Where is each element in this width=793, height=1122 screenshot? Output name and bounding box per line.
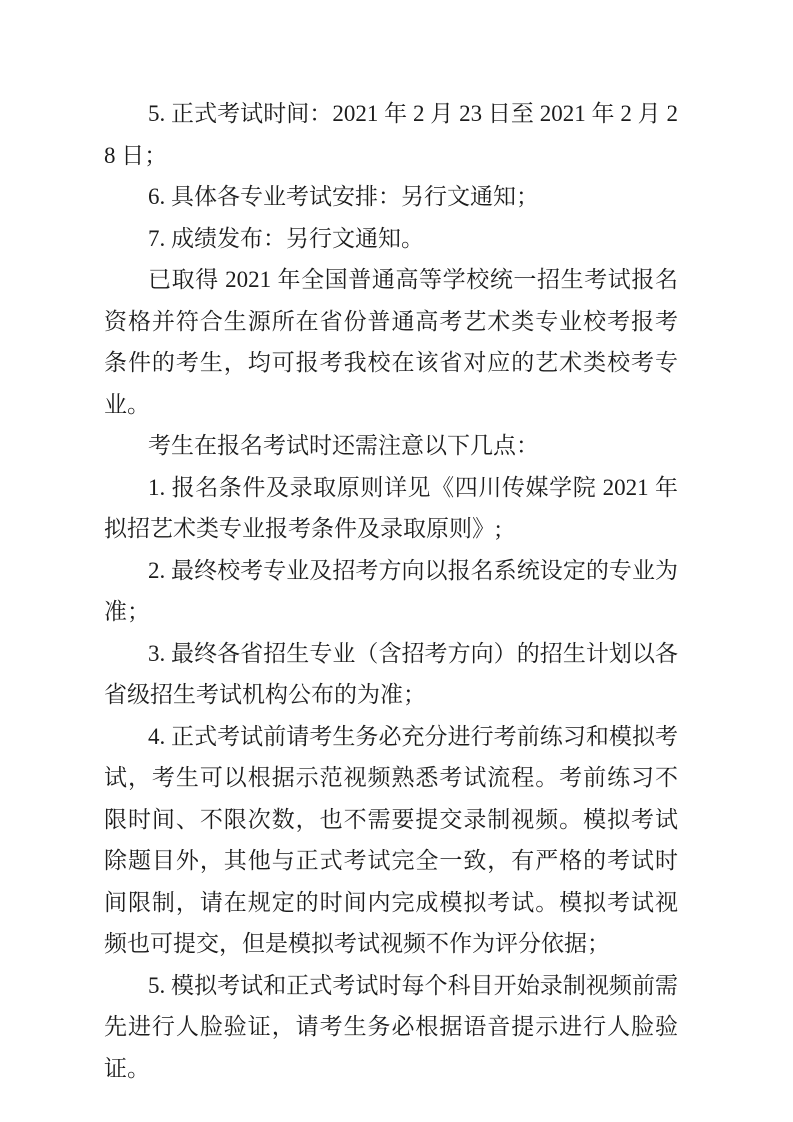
paragraph-score-release: 7. 成绩发布：另行文通知。 — [148, 225, 424, 251]
paragraph-note-5: 5. 模拟考试和正式考试时每个科目开始录制视频前需先进行人脸验证，请考生务必根据语音提示进行人脸验证。 — [104, 972, 678, 1081]
paragraph-note-4: 4. 正式考试前请考生务必充分进行考前练习和模拟考试，考生可以根据示范视频熟悉考试流程。考前练习不限时间、不限次数，也不需要提交录制视频。模拟考试除题目外，其他与正式考试完全一致，有严格的考试时间限制，请在规定的时间内完成模拟考试。模拟考试视频也可提交，但是模拟考试视频不作为评分依据； — [104, 723, 678, 956]
document-text-block — [104, 93, 678, 1089]
paragraph-note-2: 2. 最终校考专业及招考方向以报名系统设定的专业为准； — [104, 557, 678, 624]
paragraph-note-3: 3. 最终各省招生专业（含招考方向）的招生计划以各省级招生考试机构公布的为准； — [104, 640, 678, 707]
paragraph-notes-intro: 考生在报名考试时还需注意以下几点： — [148, 433, 539, 458]
paragraph-exam-time: 5. 正式考试时间：2021 年 2 月 23 日至 2021 年 2 月 28 日； — [104, 101, 678, 168]
paragraph-exam-arrangement: 6. 具体各专业考试安排：另行文通知； — [148, 184, 539, 209]
paragraph-note-1: 1. 报名条件及录取原则详见《四川传媒学院 2021 年拟招艺术类专业报考条件及录取原则》; — [104, 474, 678, 541]
paragraph-eligibility: 已取得 2021 年全国普通高等学校统一招生考试报名资格并符合生源所在省份普通高考艺术类专业校考报考条件的考生，均可报考我校在该省对应的艺术类校考专业。 — [104, 267, 678, 417]
